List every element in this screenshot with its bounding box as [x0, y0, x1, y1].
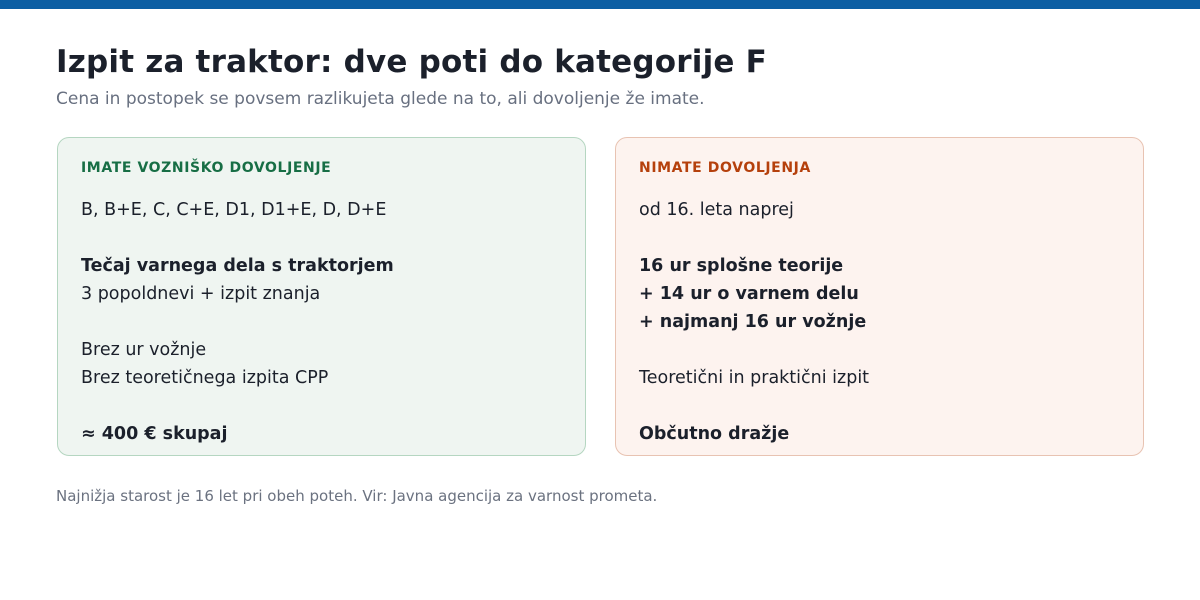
card-line: + 14 ur o varnem delu: [639, 284, 859, 304]
line-spacer: [81, 224, 563, 252]
card-line: Teoretični in praktični izpit: [639, 368, 870, 388]
card-with-license: [57, 137, 586, 456]
card-line: Občutno dražje: [639, 424, 790, 444]
card-lines: [81, 196, 563, 448]
card-line: Tečaj varnega dela s traktorjem: [81, 256, 394, 276]
line-spacer: [81, 308, 563, 336]
card-line: 3 popoldnevi + izpit znanja: [81, 284, 321, 304]
card-line: od 16. leta naprej: [639, 200, 794, 220]
card-line: + najmanj 16 ur vožnje: [639, 312, 867, 332]
card-heading: IMATE VOZNIŠKO DOVOLJENJE: [81, 160, 332, 176]
card-lines: [639, 196, 1121, 448]
card-line: B, B+E, C, C+E, D1, D1+E, D, D+E: [81, 200, 387, 220]
line-spacer: [639, 336, 1121, 364]
top-accent-bar: [0, 0, 1200, 9]
card-line: Brez ur vožnje: [81, 340, 207, 360]
page-subtitle: Cena in postopek se povsem razlikujeta glede na to, ali dovoljenje že imate.: [56, 89, 705, 109]
card-line: Brez teoretičnega izpita CPP: [81, 368, 329, 388]
line-spacer: [81, 392, 563, 420]
line-spacer: [639, 392, 1121, 420]
card-line: ≈ 400 € skupaj: [81, 424, 228, 444]
card-line: 16 ur splošne teorije: [639, 256, 844, 276]
line-spacer: [639, 224, 1121, 252]
card-heading: NIMATE DOVOLJENJA: [639, 160, 811, 176]
footnote-source: Najnižja starost je 16 let pri obeh poteh. Vir: Javna agencija za varnost prometa.: [56, 487, 658, 505]
card-without-license: [615, 137, 1144, 456]
page-title: Izpit za traktor: dve poti do kategorije F: [56, 44, 768, 80]
